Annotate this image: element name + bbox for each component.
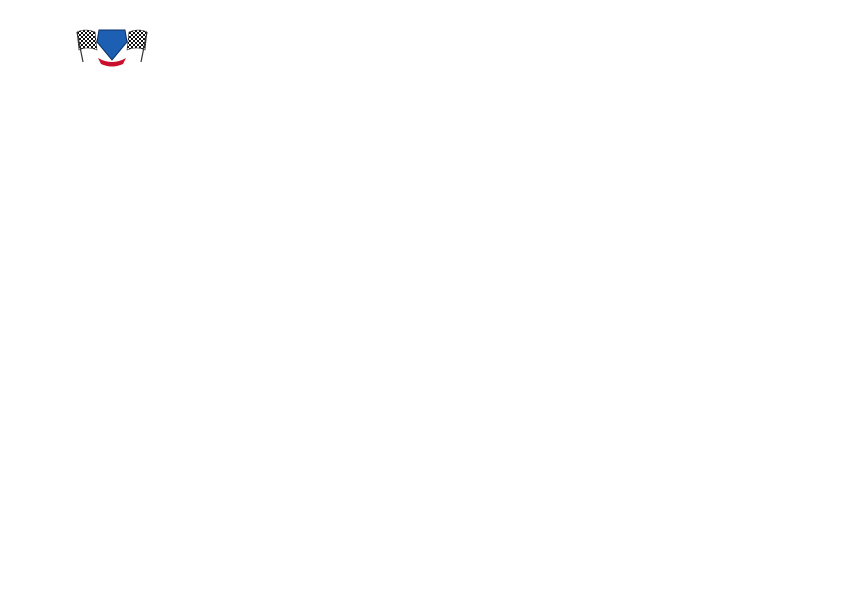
title-area [7, 0, 852, 72]
checkered-flags-icon [73, 24, 151, 68]
